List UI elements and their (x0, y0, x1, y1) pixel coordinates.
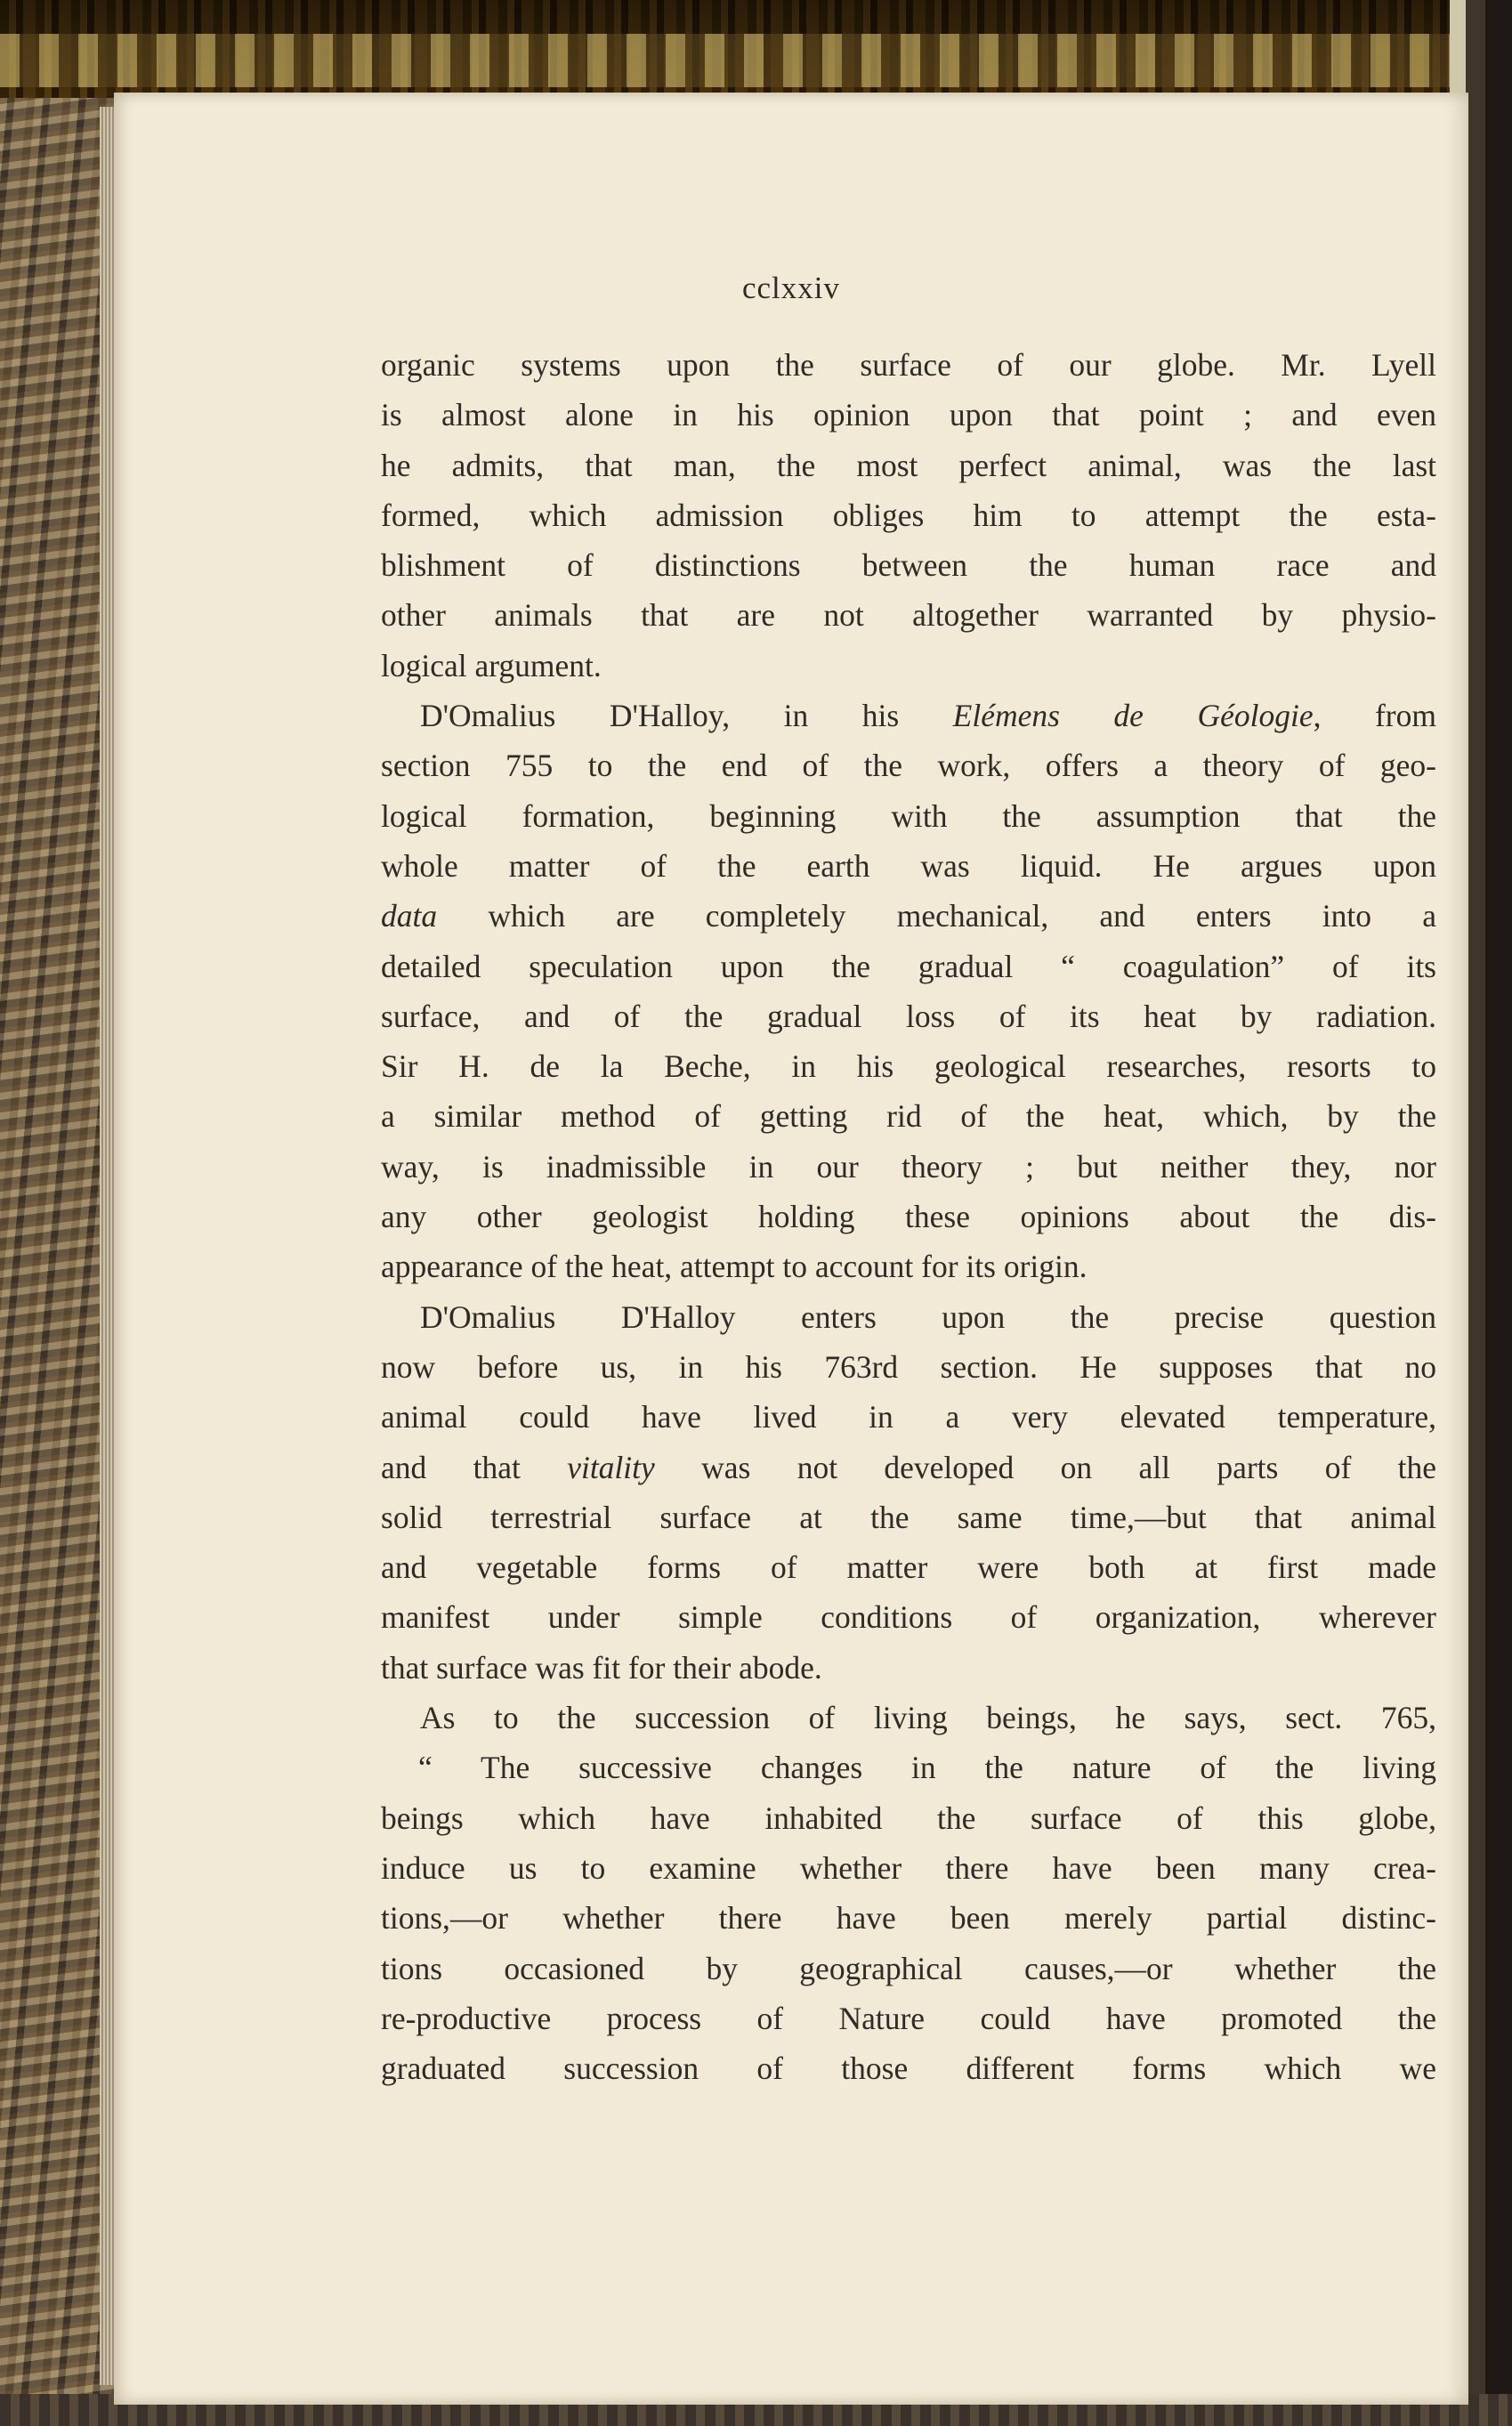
text-line: now before us, in his 763rd section. He supposes that no (381, 1348, 1436, 1385)
text-segment: was not developed on all parts of the (654, 1449, 1436, 1485)
text-line: As to the succession of living beings, he says, sect. 765, (420, 1700, 1436, 1736)
text-line: way, is inadmissible in our theory ; but neither they, nor (381, 1148, 1436, 1185)
text-line: organic systems upon the surface of our globe. Mr. Lyell (381, 347, 1436, 383)
text-line: any other geologist holding these opinions about the dis- (381, 1199, 1436, 1235)
text-line: a similar method of getting rid of the heat, which, by the (381, 1098, 1436, 1135)
quote-line: tions occasioned by geographical causes,—or whether the (381, 1950, 1436, 1986)
body-text (381, 340, 1436, 2093)
gilt-ornament-band (0, 34, 1512, 87)
text-line: surface, and of the gradual loss of its heat by radiation. (381, 998, 1436, 1034)
text-segment: , from (1313, 698, 1436, 734)
text-line: appearance of the heat, attempt to account for its origin. (381, 1249, 1088, 1285)
text-line: manifest under simple conditions of organization, wherever (381, 1599, 1436, 1636)
text-line: is almost alone in his opinion upon that point ; and even (381, 397, 1436, 433)
page-fore-edge (0, 0, 116, 2426)
book-page (114, 93, 1468, 2405)
text-line: D'Omalius D'Halloy enters upon the precise question (420, 1298, 1436, 1335)
text-line: logical argument. (381, 647, 602, 683)
text-line (381, 691, 1436, 740)
text-line: formed, which admission obliges him to attempt the esta- (381, 497, 1436, 533)
text-segment: D'Omalius D'Halloy, in his (420, 698, 953, 734)
text-line: he admits, that man, the most perfect animal, was the last (381, 447, 1436, 483)
text-line: animal could have lived in a very elevated temperature, (381, 1399, 1436, 1435)
text-line: whole matter of the earth was liquid. He argues upon (381, 847, 1436, 884)
quote-line: re-productive process of Nature could have promoted the (381, 2000, 1436, 2036)
text-line: solid terrestrial surface at the same time,—but that animal (381, 1499, 1436, 1535)
text-line: logical formation, beginning with the assumption that the (381, 797, 1436, 834)
quote-line: induce us to examine whether there have been many crea- (381, 1849, 1436, 1886)
text-line: that surface was fit for their abode. (381, 1649, 822, 1686)
text-line: other animals that are not altogether warranted by physio- (381, 597, 1436, 634)
text-line (381, 1443, 1436, 1492)
text-segment: which are completely mechanical, and enters into a (437, 898, 1436, 934)
quote-line: graduated succession of those different forms which we (381, 2050, 1436, 2087)
quote-line: beings which have inhabited the surface of this globe, (381, 1799, 1436, 1836)
text-line: and vegetable forms of matter were both at first made (381, 1549, 1436, 1586)
text-line (381, 891, 1436, 941)
text-line: blishment of distinctions between the human race and (381, 547, 1436, 584)
italic-word: data (381, 898, 438, 934)
quote-line: tions,—or whether there have been merely partial distinc- (381, 1900, 1436, 1937)
italic-word: vitality (567, 1449, 655, 1485)
text-segment: and that (381, 1449, 568, 1485)
text-line: Sir H. de la Beche, in his geological researches, resorts to (381, 1048, 1436, 1085)
book-title-italic: Elémens de Géologie (952, 698, 1314, 734)
text-line: section 755 to the end of the work, offers a theory of geo- (381, 748, 1436, 784)
page-number: cclxxiv (741, 271, 841, 305)
text-line: detailed speculation upon the gradual “ coagulation” of its (381, 948, 1436, 984)
quote-line: “ The successive changes in the nature of the living (418, 1750, 1436, 1786)
